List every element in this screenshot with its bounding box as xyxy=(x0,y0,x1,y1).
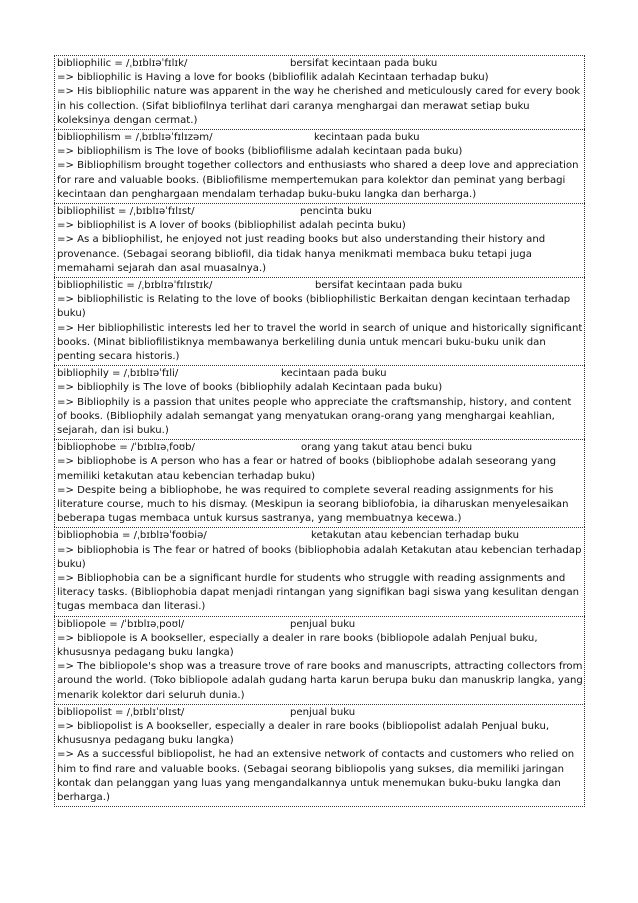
definition-line: => bibliophilism is The love of books (bibliofilisme adalah kecintaan pada buku) xyxy=(57,146,463,158)
term-pronunciation: bibliopolist = /ˌbɪblɪˈɒlɪst/ xyxy=(57,706,185,718)
vocab-entry xyxy=(54,616,585,704)
example-line: => His bibliophilic nature was apparent in the way he cherished and meticulously cared for every book in his collection. (Sifat bibliofilnya terlihat dari caranya menghargai dan merawat setiap buku koleksinya dengan cermat.) xyxy=(57,86,581,126)
term-meaning: penjual buku xyxy=(290,618,356,630)
vocab-entry xyxy=(54,527,585,615)
vocab-entry xyxy=(54,365,585,439)
term-meaning: penjual buku xyxy=(290,706,356,718)
vocabulary-list xyxy=(54,55,585,807)
vocab-entry xyxy=(54,704,585,807)
example-line: => As a successful bibliopolist, he had an extensive network of contacts and customers who relied on him to find rare and valuable books. (Sebagai seorang bibliopolis yang sukses, dia memiliki jaringan kontak dan pelanggan yang luas yang mengandalkannya untuk menemukan buku-buku langka dan berharga.) xyxy=(57,749,575,804)
entry-header xyxy=(57,367,583,381)
term-meaning: bersifat kecintaan pada buku xyxy=(290,58,438,69)
vocab-entry xyxy=(54,203,585,277)
term-meaning: pencinta buku xyxy=(300,206,372,217)
term-meaning: kecintaan pada buku xyxy=(281,368,387,380)
vocab-entry xyxy=(54,129,585,203)
term-meaning: bersifat kecintaan pada buku xyxy=(315,280,463,291)
entry-header xyxy=(57,441,583,455)
definition-line: => bibliophily is The love of books (bibliophily adalah Kecintaan pada buku) xyxy=(57,382,443,394)
example-line: => Her bibliophilistic interests led her to travel the world in search of unique and historically significant books. (Minat bibliofilistiknya membawanya berkeliling dunia untuk mencari buku-buku unik dan penting secara historis.) xyxy=(57,322,583,362)
term-pronunciation: bibliophilism = /ˌbɪblɪəˈfɪlɪzəm/ xyxy=(57,132,213,143)
term-pronunciation: bibliophobe = /ˈbɪblɪəˌfoʊb/ xyxy=(57,442,195,454)
example-line: => As a bibliophilist, he enjoyed not just reading books but also understanding their history and provenance. (Sebagai seorang bibliofil, dia tidak hanya menikmati membaca buku tetapi juga memahami sejarah dan asal muasalnya.) xyxy=(57,234,546,274)
term-pronunciation: bibliophobia = /ˌbɪblɪəˈfoʊbiə/ xyxy=(57,530,207,542)
example-line: => Bibliophobia can be a significant hurdle for students who struggle with reading assignments and literacy tasks. (Bibliophobia dapat menjadi rintangan yang signifikan bagi siswa yang kesulitan dengan tugas membaca dan literasi.) xyxy=(57,573,580,613)
entry-header xyxy=(57,706,583,720)
vocab-entry xyxy=(54,439,585,527)
term-meaning: orang yang takut atau benci buku xyxy=(301,442,473,454)
example-line: => Despite being a bibliophobe, he was required to complete several reading assignments for his literature course, much to his dismay. (Meskipun ia seorang bibliofobia, ia diharuskan menyelesaikan beberapa tugas membaca untuk kursus sastranya, yang membuatnya kecewa.) xyxy=(57,484,569,525)
vocab-entry xyxy=(54,277,585,365)
term-pronunciation: bibliophilic = /ˌbɪblɪəˈfɪlɪk/ xyxy=(57,58,188,69)
term-pronunciation: bibliopole = /ˈbɪblɪəˌpoʊl/ xyxy=(57,618,185,630)
definition-line: => bibliophobe is A person who has a fear or hatred of books (bibliophobe adalah seseorang yang memiliki ketakutan atau kebencian terhadap buku) xyxy=(57,456,557,482)
example-line: => The bibliopole's shop was a treasure trove of rare books and manuscripts, attracting collectors from around the world. (Toko bibliopole adalah gudang harta karun berupa buku dan manuskrip langka, yang menarik kolektor dari seluruh dunia.) xyxy=(57,661,583,701)
definition-line: => bibliophilist is A lover of books (bibliophilist adalah pecinta buku) xyxy=(57,220,406,232)
term-meaning: ketakutan atau kebencian terhadap buku xyxy=(311,530,519,542)
definition-line: => bibliopolist is A bookseller, especially a dealer in rare books (bibliopolist adalah Penjual buku, khususnya pedagang buku langka) xyxy=(57,721,550,747)
definition-line: => bibliophobia is The fear or hatred of books (bibliophobia adalah Ketakutan atau kebencian terhadap buku) xyxy=(57,544,582,570)
example-line: => Bibliophilism brought together collectors and enthusiasts who shared a deep love and appreciation for rare and valuable books. (Bibliofilisme mempertemukan para kolektor dan peminat yang berbagi kecintaan dan penghargaan mendalam terhadap buku-buku langka dan berharga.) xyxy=(57,160,579,200)
term-pronunciation: bibliophily = /ˌbɪblɪəˈfɪli/ xyxy=(57,368,179,380)
definition-line: => bibliopole is A bookseller, especially a dealer in rare books (bibliopole adalah Penjual buku, khususnya pedagang buku langka) xyxy=(57,632,538,658)
example-line: => Bibliophily is a passion that unites people who appreciate the craftsmanship, history, and content of books. (Bibliophily adalah semangat yang menyatukan orang-orang yang menghargai keahlian, sejarah, dan isi buku.) xyxy=(57,396,572,436)
definition-line: => bibliophilistic is Relating to the love of books (bibliophilistic Berkaitan dengan kecintaan terhadap buku) xyxy=(57,294,571,320)
entry-header xyxy=(57,618,583,632)
entry-header xyxy=(57,529,583,543)
entry-header xyxy=(57,57,583,71)
entry-header xyxy=(57,279,583,293)
term-pronunciation: bibliophilist = /ˌbɪblɪəˈfɪlɪst/ xyxy=(57,206,195,217)
term-pronunciation: bibliophilistic = /ˌbɪblɪəˈfɪlɪstɪk/ xyxy=(57,280,213,291)
definition-line: => bibliophilic is Having a love for books (bibliofilik adalah Kecintaan terhadap buku) xyxy=(57,72,489,84)
term-meaning: kecintaan pada buku xyxy=(314,132,420,143)
vocab-entry xyxy=(54,55,585,129)
entry-header xyxy=(57,131,583,145)
entry-header xyxy=(57,205,583,219)
